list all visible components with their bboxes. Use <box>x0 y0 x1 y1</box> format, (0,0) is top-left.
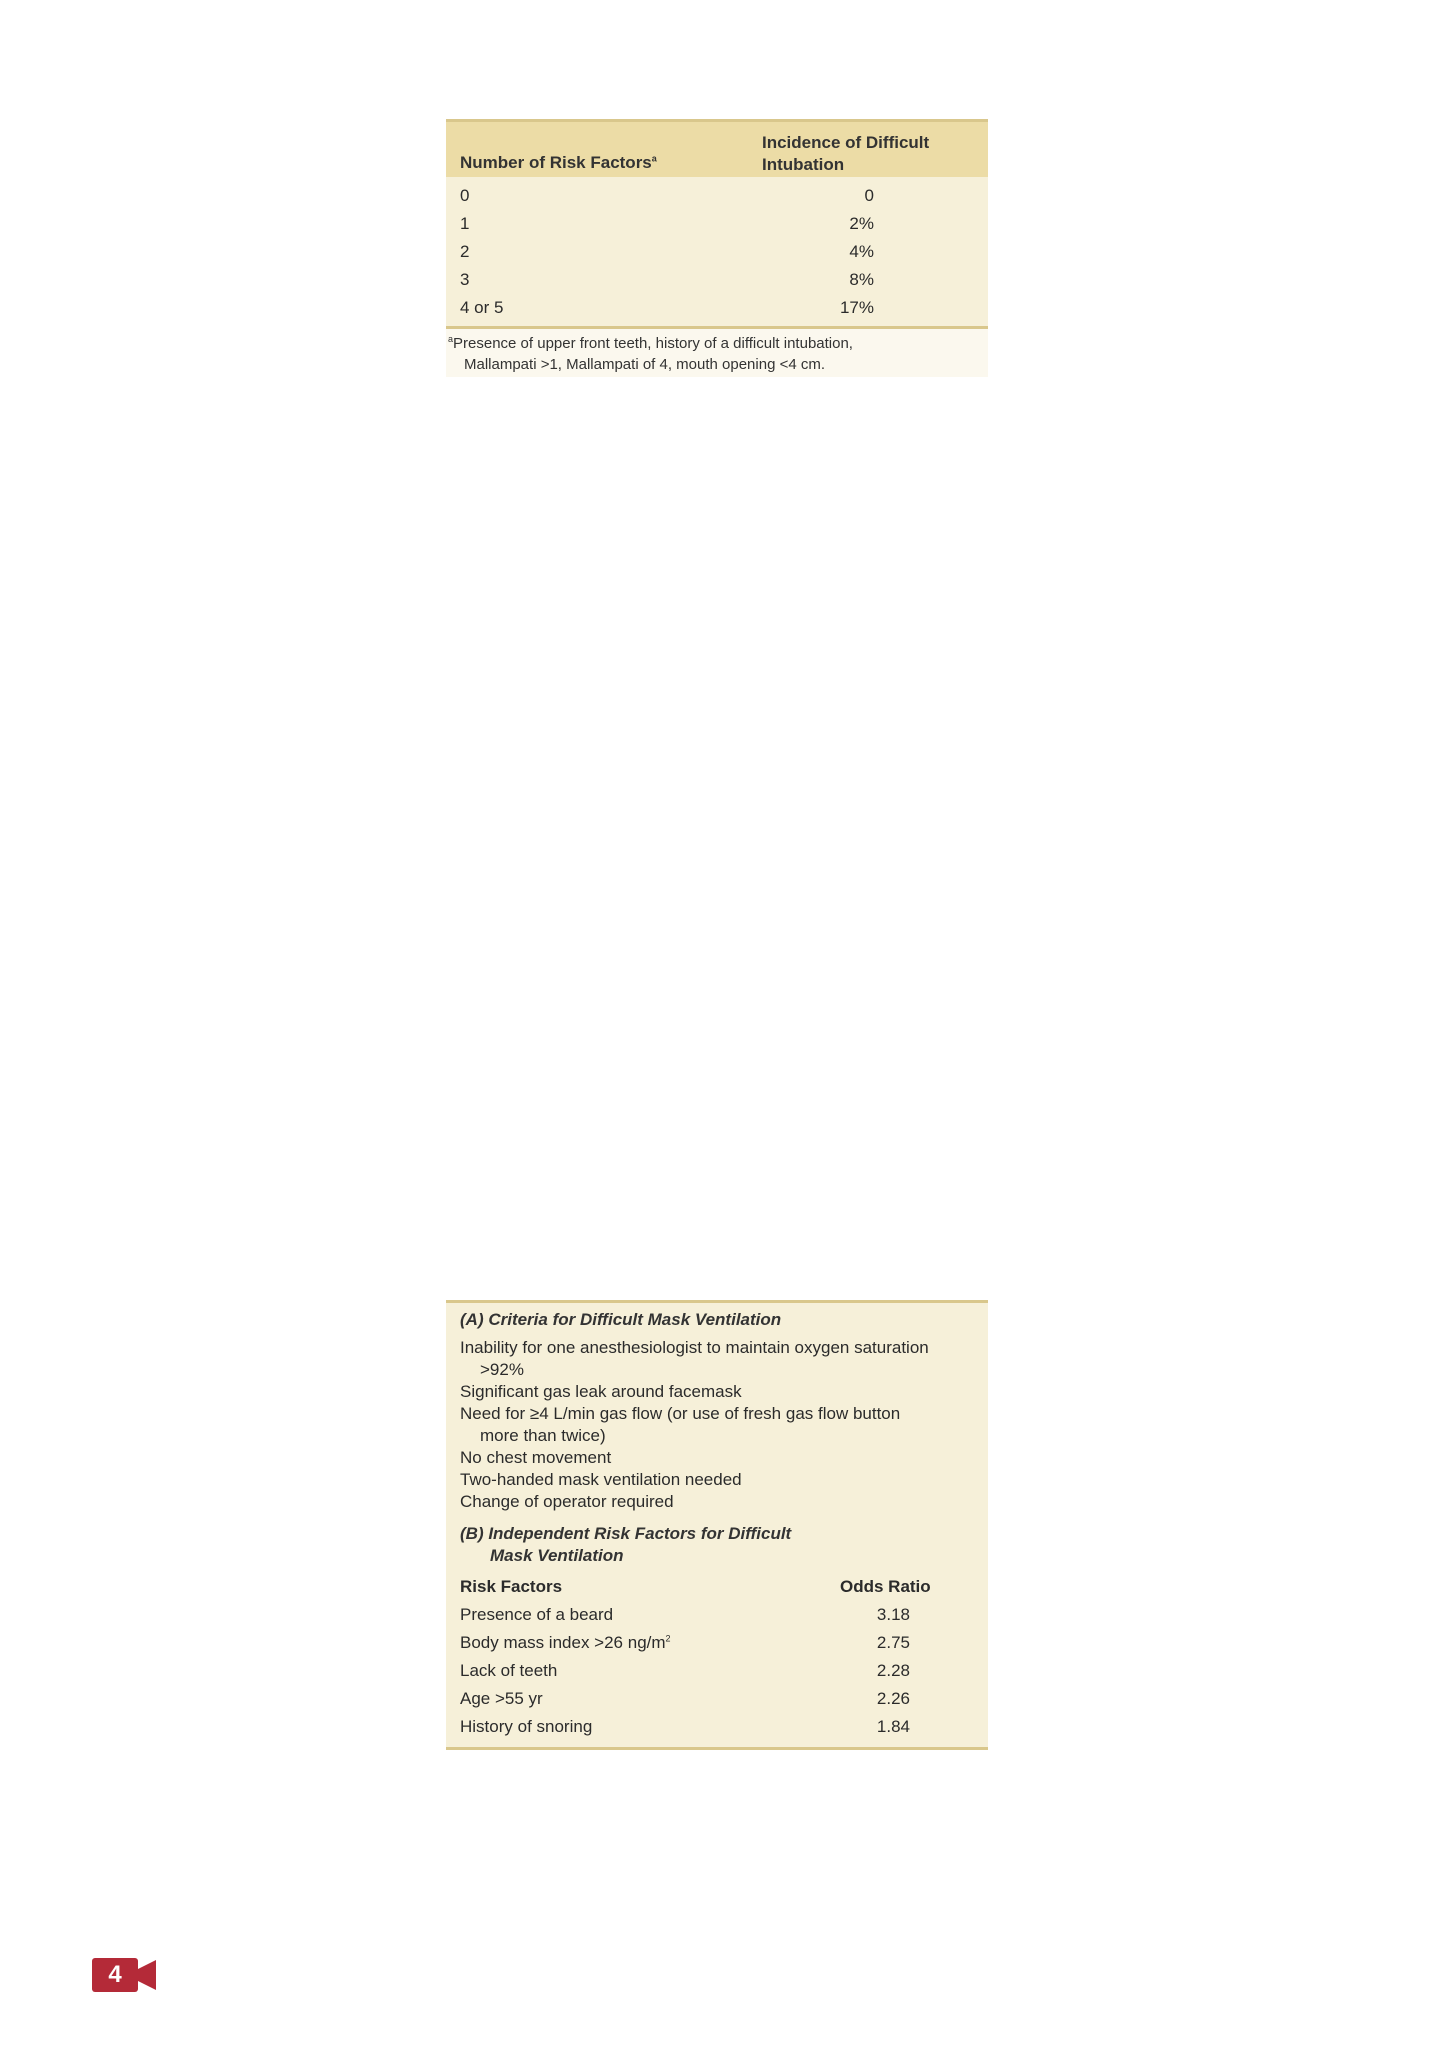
risk-factor-name: Presence of a beard <box>460 1605 614 1624</box>
odds-ratio-value: 1.84 <box>876 1717 910 1736</box>
table-row <box>446 294 988 322</box>
video-camera-icon <box>136 1958 158 1992</box>
table-footnote: $^a$Presence of upper front teeth, history of a difficult intubation, Mallampati >1, Mallampati of 4, mouth opening <4 cm. <box>446 329 988 377</box>
risk-factor-name: Lack of teeth <box>460 1661 558 1680</box>
list-item: Two-handed mask ventilation needed <box>460 1470 742 1489</box>
odds-ratio-value: 2.26 <box>876 1689 910 1708</box>
odds-ratio-value: 3.18 <box>876 1605 910 1624</box>
difficult-mask-ventilation-table <box>446 1300 988 1750</box>
list-item: Change of operator required <box>460 1492 674 1511</box>
odds-ratio-value: 2.28 <box>876 1661 910 1680</box>
section-a-title: (A) Criteria for Difficult Mask Ventilation <box>460 1310 782 1329</box>
incidence-value: 2% <box>849 214 874 233</box>
criteria-list <box>446 1337 988 1513</box>
table-row <box>446 266 988 294</box>
table-row <box>446 1601 988 1629</box>
incidence-value: 0 <box>864 186 874 205</box>
table-row <box>446 1685 988 1713</box>
incidence-value: 4% <box>849 242 874 261</box>
incidence-value: 17% <box>839 298 874 317</box>
table-row <box>446 182 988 210</box>
table-body <box>446 177 988 326</box>
risk-factor-count: 4 or 5 <box>460 298 504 317</box>
column-header-risk-factors: Number of Risk Factors$^a$ <box>460 153 657 172</box>
table-row <box>446 1713 988 1741</box>
risk-factor-count: 2 <box>460 242 470 261</box>
table-row <box>446 238 988 266</box>
column-header-odds-ratio: Odds Ratio <box>840 1577 931 1596</box>
risk-factor-count: 1 <box>460 214 470 233</box>
risk-factor-name: Body mass index >26 $ng/m^2$ <box>460 1633 671 1652</box>
risk-factor-count: 0 <box>460 186 470 205</box>
table-header <box>446 122 988 177</box>
odds-ratio-value: 2.75 <box>876 1633 910 1652</box>
table-bottom-rule <box>446 1747 988 1750</box>
table-row <box>446 1657 988 1685</box>
risk-factor-name: History of snoring <box>460 1717 593 1736</box>
risk-factor-name: Age >55 yr <box>460 1689 543 1708</box>
list-item: Need for ≥4 L/min gas flow (or use of fresh gas flow button more than twice) <box>460 1404 901 1445</box>
section-b-title: (B) Independent Risk Factors for Difficult Mask Ventilation <box>460 1524 792 1565</box>
risk-table-header <box>446 1571 988 1601</box>
incidence-value: 8% <box>849 270 874 289</box>
table-row <box>446 210 988 238</box>
table-row <box>446 1629 988 1657</box>
page-number-badge <box>92 1958 158 1992</box>
difficult-intubation-table <box>446 119 988 377</box>
table-body <box>446 1303 988 1747</box>
column-header-risk-factors: Risk Factors <box>460 1577 563 1596</box>
list-item: No chest movement <box>460 1448 612 1467</box>
list-item: Significant gas leak around facemask <box>460 1382 742 1401</box>
page-number: 4 <box>92 1958 138 1992</box>
risk-factor-count: 3 <box>460 270 470 289</box>
list-item: Inability for one anesthesiologist to maintain oxygen saturation >92% <box>460 1338 929 1379</box>
column-header-incidence: Incidence of Difficult Intubation <box>762 133 930 174</box>
